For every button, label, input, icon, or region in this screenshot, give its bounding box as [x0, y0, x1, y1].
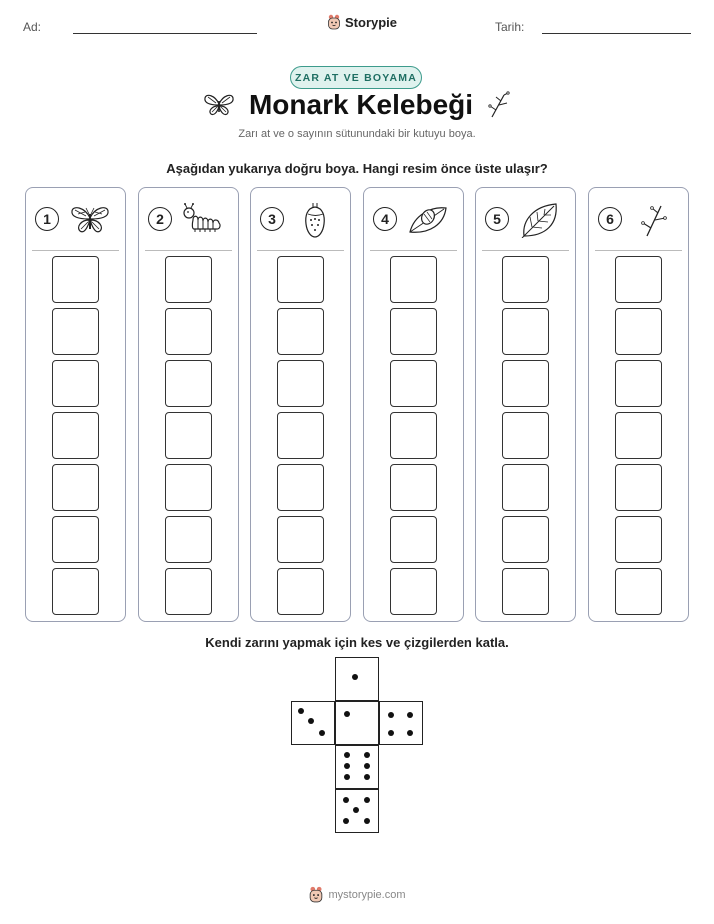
- color-box[interactable]: [615, 256, 662, 303]
- color-box[interactable]: [502, 256, 549, 303]
- color-box[interactable]: [502, 360, 549, 407]
- column-divider: [370, 250, 457, 251]
- pip: [343, 797, 349, 803]
- pip: [364, 752, 370, 758]
- color-box[interactable]: [277, 256, 324, 303]
- color-box[interactable]: [165, 256, 212, 303]
- column-divider: [145, 250, 232, 251]
- pip: [407, 712, 413, 718]
- name-label: Ad:: [23, 20, 42, 34]
- color-box[interactable]: [615, 308, 662, 355]
- leaf-icon: [518, 202, 562, 238]
- color-box[interactable]: [390, 516, 437, 563]
- color-box[interactable]: [502, 412, 549, 459]
- color-box[interactable]: [615, 516, 662, 563]
- coloring-instruction: Aşağıdan yukarıya doğru boya. Hangi resim önce üste ulaşır?: [166, 161, 548, 176]
- color-box[interactable]: [165, 308, 212, 355]
- column-6: [588, 187, 689, 622]
- brand-logo: [327, 14, 397, 30]
- storypie-mascot-icon: [327, 14, 341, 30]
- column-number: 2: [148, 207, 172, 231]
- color-box[interactable]: [52, 256, 99, 303]
- date-label: Tarih:: [495, 20, 525, 34]
- die-face-4[interactable]: [379, 701, 423, 745]
- footer-url[interactable]: mystorypie.com: [328, 888, 406, 901]
- color-box[interactable]: [502, 464, 549, 511]
- color-box[interactable]: [390, 464, 437, 511]
- color-box[interactable]: [502, 308, 549, 355]
- color-box[interactable]: [52, 464, 99, 511]
- die-face-3[interactable]: [291, 701, 335, 745]
- color-box[interactable]: [390, 568, 437, 615]
- chrysalis-icon: [293, 202, 337, 238]
- storypie-mascot-icon: [308, 886, 324, 903]
- column-2: [138, 187, 239, 622]
- column-header: [589, 188, 688, 251]
- pip: [364, 763, 370, 769]
- color-box[interactable]: [277, 568, 324, 615]
- pip: [353, 807, 359, 813]
- color-box[interactable]: [390, 360, 437, 407]
- color-box[interactable]: [165, 412, 212, 459]
- color-box[interactable]: [52, 412, 99, 459]
- die-face-6[interactable]: [335, 745, 379, 789]
- color-box[interactable]: [277, 360, 324, 407]
- pip: [344, 763, 350, 769]
- color-box[interactable]: [277, 464, 324, 511]
- column-3: [250, 187, 351, 622]
- twig-icon: [487, 91, 511, 119]
- column-header: [251, 188, 350, 251]
- caterpillar-icon: [181, 202, 225, 238]
- date-line[interactable]: [542, 33, 691, 34]
- color-box[interactable]: [277, 308, 324, 355]
- title-row: [0, 89, 714, 121]
- color-box[interactable]: [390, 412, 437, 459]
- subtitle: Zarı at ve o sayının sütunundaki bir kutuyu boya.: [238, 128, 476, 140]
- column-5: [475, 187, 576, 622]
- color-box[interactable]: [615, 360, 662, 407]
- egg-on-leaf-icon: [406, 202, 450, 238]
- butterfly-icon: [203, 92, 235, 118]
- color-box[interactable]: [615, 464, 662, 511]
- column-divider: [595, 250, 682, 251]
- color-box[interactable]: [277, 412, 324, 459]
- color-box[interactable]: [52, 516, 99, 563]
- pip: [344, 774, 350, 780]
- column-1: [25, 187, 126, 622]
- butterfly-icon: [68, 202, 112, 238]
- pip: [343, 818, 349, 824]
- column-header: [139, 188, 238, 251]
- pip: [388, 712, 394, 718]
- color-box[interactable]: [390, 256, 437, 303]
- die-face-1[interactable]: [335, 701, 379, 745]
- pip: [344, 752, 350, 758]
- pip: [364, 818, 370, 824]
- column-header: [26, 188, 125, 251]
- color-box[interactable]: [165, 568, 212, 615]
- color-box[interactable]: [165, 360, 212, 407]
- column-header: [364, 188, 463, 251]
- pip: [298, 708, 304, 714]
- color-box[interactable]: [615, 568, 662, 615]
- pip: [344, 711, 350, 717]
- color-box[interactable]: [502, 568, 549, 615]
- color-box[interactable]: [277, 516, 324, 563]
- column-4: [363, 187, 464, 622]
- footer: [0, 886, 714, 903]
- page-title: Monark Kelebeği: [248, 89, 474, 120]
- color-box[interactable]: [52, 360, 99, 407]
- color-box[interactable]: [52, 308, 99, 355]
- pip: [352, 674, 358, 680]
- pip: [407, 730, 413, 736]
- color-box[interactable]: [615, 412, 662, 459]
- pip: [388, 730, 394, 736]
- column-divider: [32, 250, 119, 251]
- column-divider: [257, 250, 344, 251]
- pip: [319, 730, 325, 736]
- color-box[interactable]: [165, 516, 212, 563]
- dice-instruction: Kendi zarını yapmak için kes ve çizgilerden katla.: [205, 635, 509, 650]
- pip: [364, 797, 370, 803]
- color-box[interactable]: [52, 568, 99, 615]
- pip: [308, 718, 314, 724]
- die-face-1[interactable]: [335, 657, 379, 701]
- column-header: [476, 188, 575, 251]
- column-number: 5: [485, 207, 509, 231]
- column-number: 3: [260, 207, 284, 231]
- twig-icon: [631, 202, 675, 238]
- color-box[interactable]: [390, 308, 437, 355]
- color-box[interactable]: [165, 464, 212, 511]
- name-line[interactable]: [73, 33, 257, 34]
- color-box[interactable]: [502, 516, 549, 563]
- column-number: 6: [598, 207, 622, 231]
- column-number: 4: [373, 207, 397, 231]
- activity-badge: ZAR AT VE BOYAMA: [290, 66, 422, 89]
- column-divider: [482, 250, 569, 251]
- pip: [364, 774, 370, 780]
- column-number: 1: [35, 207, 59, 231]
- brand-name: Storypie: [345, 14, 398, 30]
- die-face-5[interactable]: [335, 789, 379, 833]
